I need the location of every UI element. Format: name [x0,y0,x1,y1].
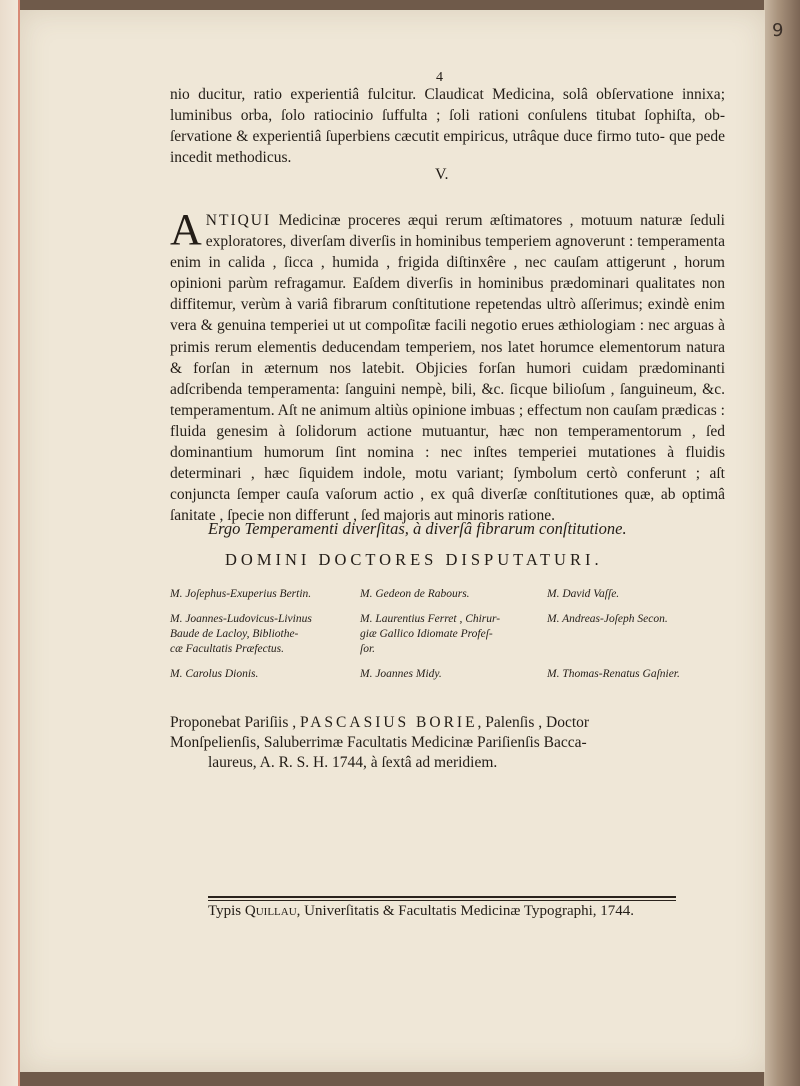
main-paragraph [170,205,725,526]
proponebat-line-1 [170,713,725,733]
proponebat-block [170,713,725,773]
section-number: V. [435,166,449,183]
intro-line: ſervatione & experientiâ ſuperbiens cæcutit empiricus, utrâque duce firmo tuto- [170,128,665,145]
intro-line: que pede incedit methodicus. [170,128,726,166]
first-word: NTIQUI [205,212,272,229]
imprint-rest: , Univerſitatis & Facultatis Medicinæ Typographi, 1744. [296,903,635,919]
doctor-entry: M. Thomas-Renatus Gaſnier. [547,668,680,680]
footer-rule [208,896,676,898]
doctors-list [170,587,730,682]
proponebat-line-3: laureus, A. R. S. H. 1744, à ſextâ ad meridiem. [208,754,498,771]
intro-paragraph [170,84,725,168]
page-number: 4 [436,70,443,85]
next-page-number: 9 [772,20,784,41]
document-page [20,10,765,1072]
imprint-prefix: Typis [208,903,245,919]
doctors-heading: DOMINI DOCTORES DISPUTATURI. [225,550,603,569]
doctor-entry: M. David Vaſſe. [547,588,620,600]
intro-line: luminibus orba, ſolo ratiocinio ſuffulta ; ſoli rationi conſulens titubat ſophiſta, ob- [170,107,725,124]
doctor-entry: M. Laurentius Ferret , Chirur- giæ Gallico Idiomate Profeſ- ſor. [360,613,501,655]
proponebat-end: , Palenſis , Doctor [477,714,590,731]
footer-rule-thin [208,900,676,901]
printer-imprint [208,903,678,920]
doctor-entry: M. Gedeon de Rabours. [360,588,470,600]
doctor-entry: M. Joannes Midy. [360,668,442,680]
printer-name: Quillau [244,903,297,919]
candidate-name: PASCASIUS BORIE [300,714,478,731]
doctor-entry: M. Carolus Dionis. [170,668,259,680]
proponebat-line-2: Monſpelienſis, Saluberrimæ Facultatis Medicinæ Pariſienſis Bacca- [170,734,587,751]
next-page-edge [764,0,800,1086]
doctor-entry: M. Joſephus-Exuperius Bertin. [170,588,312,600]
drop-initial: A [170,205,202,254]
doctor-entry: M. Andreas-Joſeph Secon. [547,613,668,625]
doctor-entry: M. Joannes-Ludovicus-Livinus Baude de Lacloy, Bibliothe- cæ Facultatis Præfectus. [170,613,312,655]
intro-line: nio ducitur, ratio experientiâ fulcitur. Claudicat Medicina, solâ obſervatione innixa; [170,86,725,103]
thesis-statement: Ergo Temperamenti diverſitas, à diverſâ fibrarum conſtitutione. [208,519,627,538]
main-text: Medicinæ proceres æqui rerum æſtimatores , motuum naturæ ſeduli exploratores, diverſam diverſis in hominibus temperiem agnoverunt : temperamenta enim in calida , ſicca , humida , frigida diſtinxêre , nec cauſam attigerunt , horum opinioni parùm refragamur. Eaſdem diverſis in hominibus prædominari qualitates non diffitemur, verùm à variâ fibrarum conſtitutione repetendas ultrò aſſerimus; exindè enim vera & genuina temperiei ut ut compoſitæ facili negotio erues æthiologiam : nec arguas à primis rerum elementis deducendam temperiem, nos latet horumce elementorum natura & forſan in æternum nos latebit. Objicies forſan humori cuidam prædominanti adſcribenda temperamenta: ſanguini nempè, bili, &c. ſicque bilioſum , ſanguineum, &c. temperamentum. Aſt ne animum altiùs opinione imbuas ; effectum non cauſam prædicas : fluida genesim à ſolidorum actione mutuantur, hæc non temperamentorum , ſed dominantium humorum ſint nomina : nec inſtes temperiei mutationes à fluidis determinari , hæc ſiquidem indole, motu variant; ſymbolum certò conferunt ; aſt conjuncta ſemper cauſa vaſorum actio , ex quâ diverſæ conſtitutiones quæ, ab optimâ ſanitate , ſpecie non differunt , ſed majoris aut minoris ratione. [170,212,725,525]
binding-edge [0,0,20,1086]
proponebat-start: Proponebat Pariſiis , [170,714,301,731]
